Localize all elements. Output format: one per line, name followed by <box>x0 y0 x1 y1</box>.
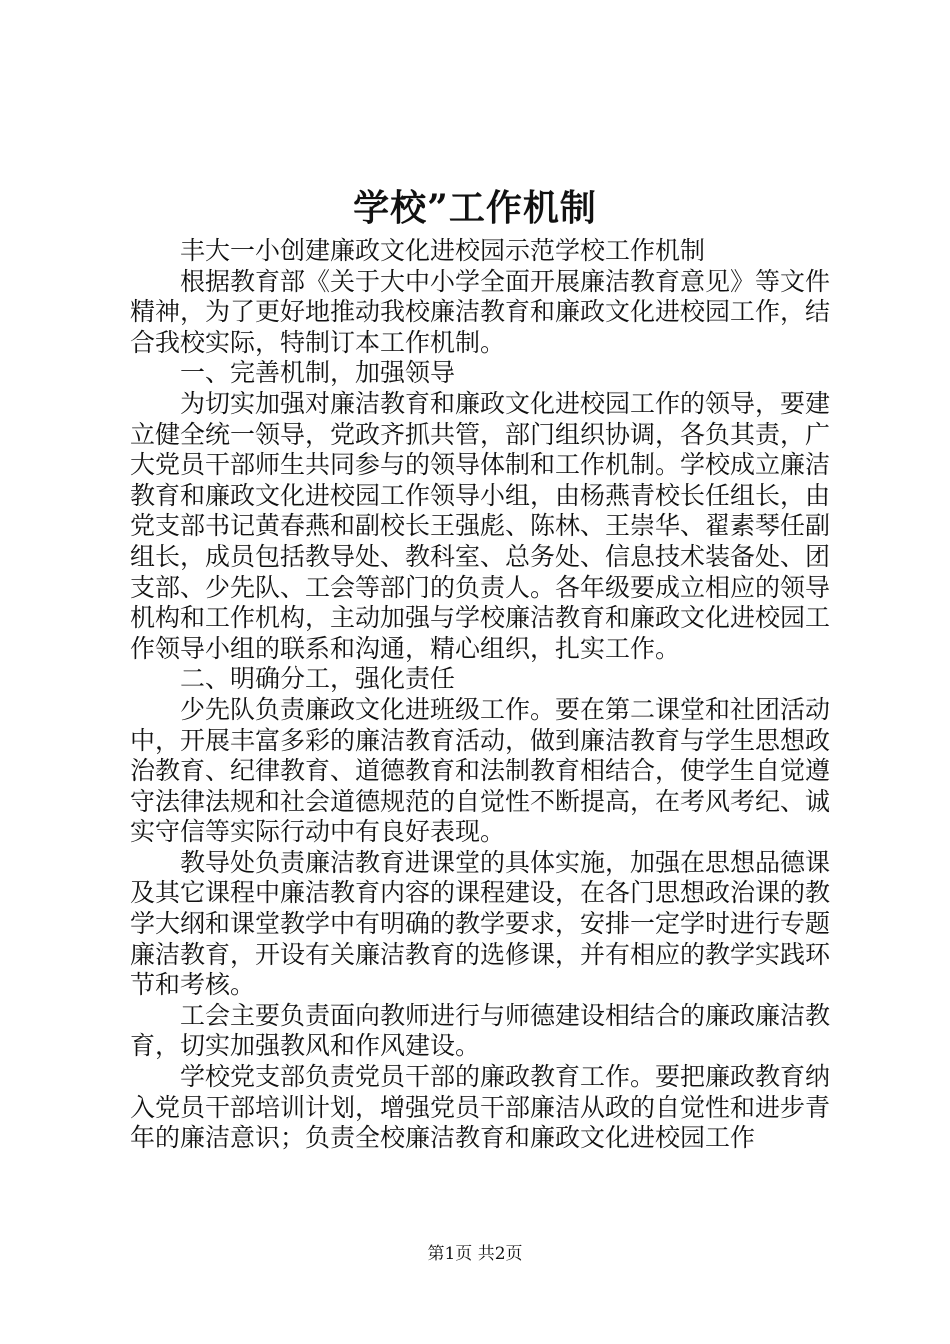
section-2-paragraph-party-branch: 学校党支部负责党员干部的廉政教育工作。要把廉政教育纳入党员干部培训计划，增强党员干部廉洁从政的自觉性和进步青年的廉洁意识；负责全校廉洁教育和廉政文化进校园工作 <box>130 1062 831 1153</box>
section-2-paragraph-labor-union: 工会主要负责面向教师进行与师德建设相结合的廉政廉洁教育，切实加强教风和作风建设。 <box>130 1000 831 1061</box>
intro-paragraph: 根据教育部《关于大中小学全面开展廉洁教育意见》等文件精神，为了更好地推动我校廉洁教育和廉政文化进校园工作，结合我校实际，特制订本工作机制。 <box>130 266 831 357</box>
document-title: 学校”工作机制 <box>353 187 597 229</box>
section-1-paragraph: 为切实加强对廉洁教育和廉政文化进校园工作的领导，要建立健全统一领导，党政齐抓共管，部门组织协调，各负其责，广大党员干部师生共同参与的领导体制和工作机制。学校成立廉洁教育和廉政文化进校园工作领导小组，由杨燕青校长任组长，由党支部书记黄春燕和副校长王强彪、陈林、王崇华、翟素琴任副组长，成员包括教导处、教科室、总务处、信息技术装备处、团支部、少先队、工会等部门的负责人。各年级要成立相应的领导机构和工作机构，主动加强与学校廉洁教育和廉政文化进校园工作领导小组的联系和沟通，精心组织，扎实工作。 <box>130 388 831 663</box>
page-footer: 第1页 共2页 <box>427 1244 523 1264</box>
section-2-paragraph-young-pioneers: 少先队负责廉政文化进班级工作。要在第二课堂和社团活动中，开展丰富多彩的廉洁教育活动，做到廉洁教育与学生思想政治教育、纪律教育、道德教育和法制教育相结合，使学生自觉遵守法律法规和社会道德规范的自觉性不断提高，在考风考纪、诚实守信等实际行动中有良好表现。 <box>130 694 831 847</box>
document-subtitle: 丰大一小创建廉政文化进校园示范学校工作机制 <box>180 236 706 265</box>
section-heading-2: 二、明确分工，强化责任 <box>180 664 456 694</box>
document-body <box>130 236 830 1154</box>
section-2-paragraph-teaching-office: 教导处负责廉洁教育进课堂的具体实施，加强在思想品德课及其它课程中廉洁教育内容的课程建设，在各门思想政治课的教学大纲和课堂教学中有明确的教学要求，安排一定学时进行专题廉洁教育，开设有关廉洁教育的选修课，并有相应的教学实践环节和考核。 <box>130 847 831 1000</box>
section-heading-1: 一、完善机制，加强领导 <box>180 358 456 388</box>
